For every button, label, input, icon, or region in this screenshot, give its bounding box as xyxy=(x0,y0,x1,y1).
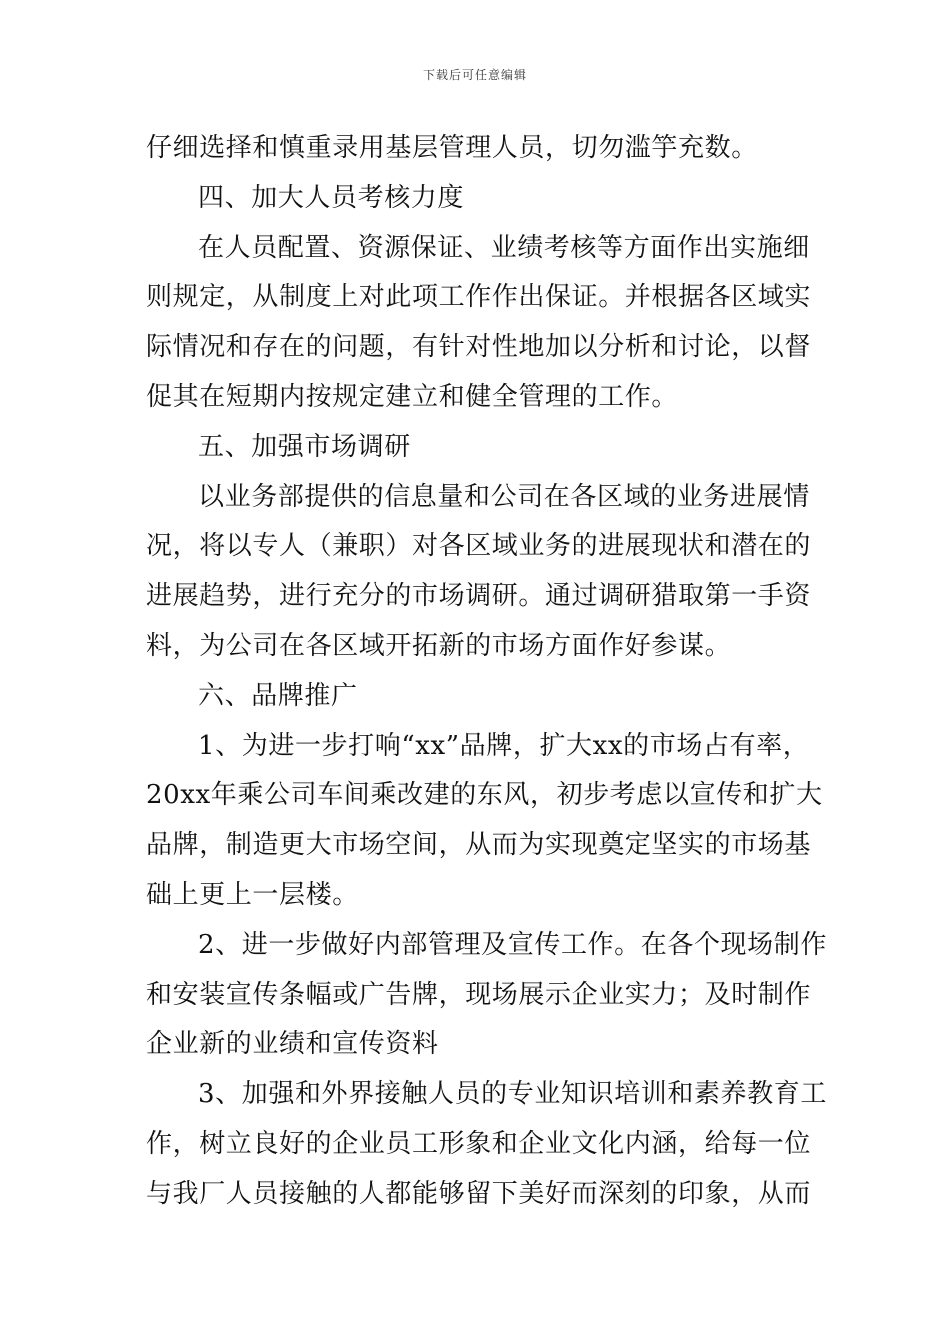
page-header: 下载后可任意编辑 xyxy=(422,68,527,82)
text-line: 企业新的业绩和宣传资料 xyxy=(146,1029,439,1060)
text-line: 促其在短期内按规定建立和健全管理的工作。 xyxy=(146,381,679,412)
text-line: 在人员配置、资源保证、业绩考核等方面作出实施细 xyxy=(198,232,810,263)
text-line: 际情况和存在的问题，有针对性地加以分析和讨论，以督 xyxy=(146,332,812,363)
text-line: 况，将以专人（兼职）对各区域业务的进展现状和潜在的 xyxy=(146,531,812,562)
document-body xyxy=(146,124,827,1220)
text-line: 仔细选择和慎重录用基层管理人员，切勿滥竽充数。 xyxy=(146,133,758,163)
text-line: 2、进一步做好内部管理及宣传工作。在各个现场制作 xyxy=(198,929,827,960)
text-line: 与我厂人员接触的人都能够留下美好而深刻的印象，从而 xyxy=(146,1178,812,1209)
text-line: 1、为进一步打响“xx”品牌，扩大xx的市场占有率， xyxy=(198,730,810,761)
text-line: 以业务部提供的信息量和公司在各区域的业务进展情 xyxy=(198,481,810,512)
text-line: 四、加大人员考核力度 xyxy=(198,182,465,213)
text-line: 和安装宣传条幅或广告牌，现场展示企业实力；及时制作 xyxy=(146,979,812,1010)
text-line: 品牌，制造更大市场空间，从而为实现奠定坚实的市场基 xyxy=(146,830,812,861)
text-line: 础上更上一层楼。 xyxy=(146,879,359,910)
text-line: 料，为公司在各区域开拓新的市场方面作好参谋。 xyxy=(146,630,732,661)
text-line: 作，树立良好的企业员工形象和企业文化内涵，给每一位 xyxy=(146,1128,812,1159)
text-line: 进展趋势，进行充分的市场调研。通过调研猎取第一手资 xyxy=(146,581,812,612)
text-line: 则规定，从制度上对此项工作作出保证。并根据各区域实 xyxy=(146,282,812,313)
text-line: 五、加强市场调研 xyxy=(198,431,411,462)
text-line: 3、加强和外界接触人员的专业知识培训和素养教育工 xyxy=(198,1079,827,1110)
text-line: 20xx年乘公司车间乘改建的东风，初步考虑以宣传和扩大 xyxy=(146,780,823,811)
text-line: 六、品牌推广 xyxy=(198,680,358,711)
